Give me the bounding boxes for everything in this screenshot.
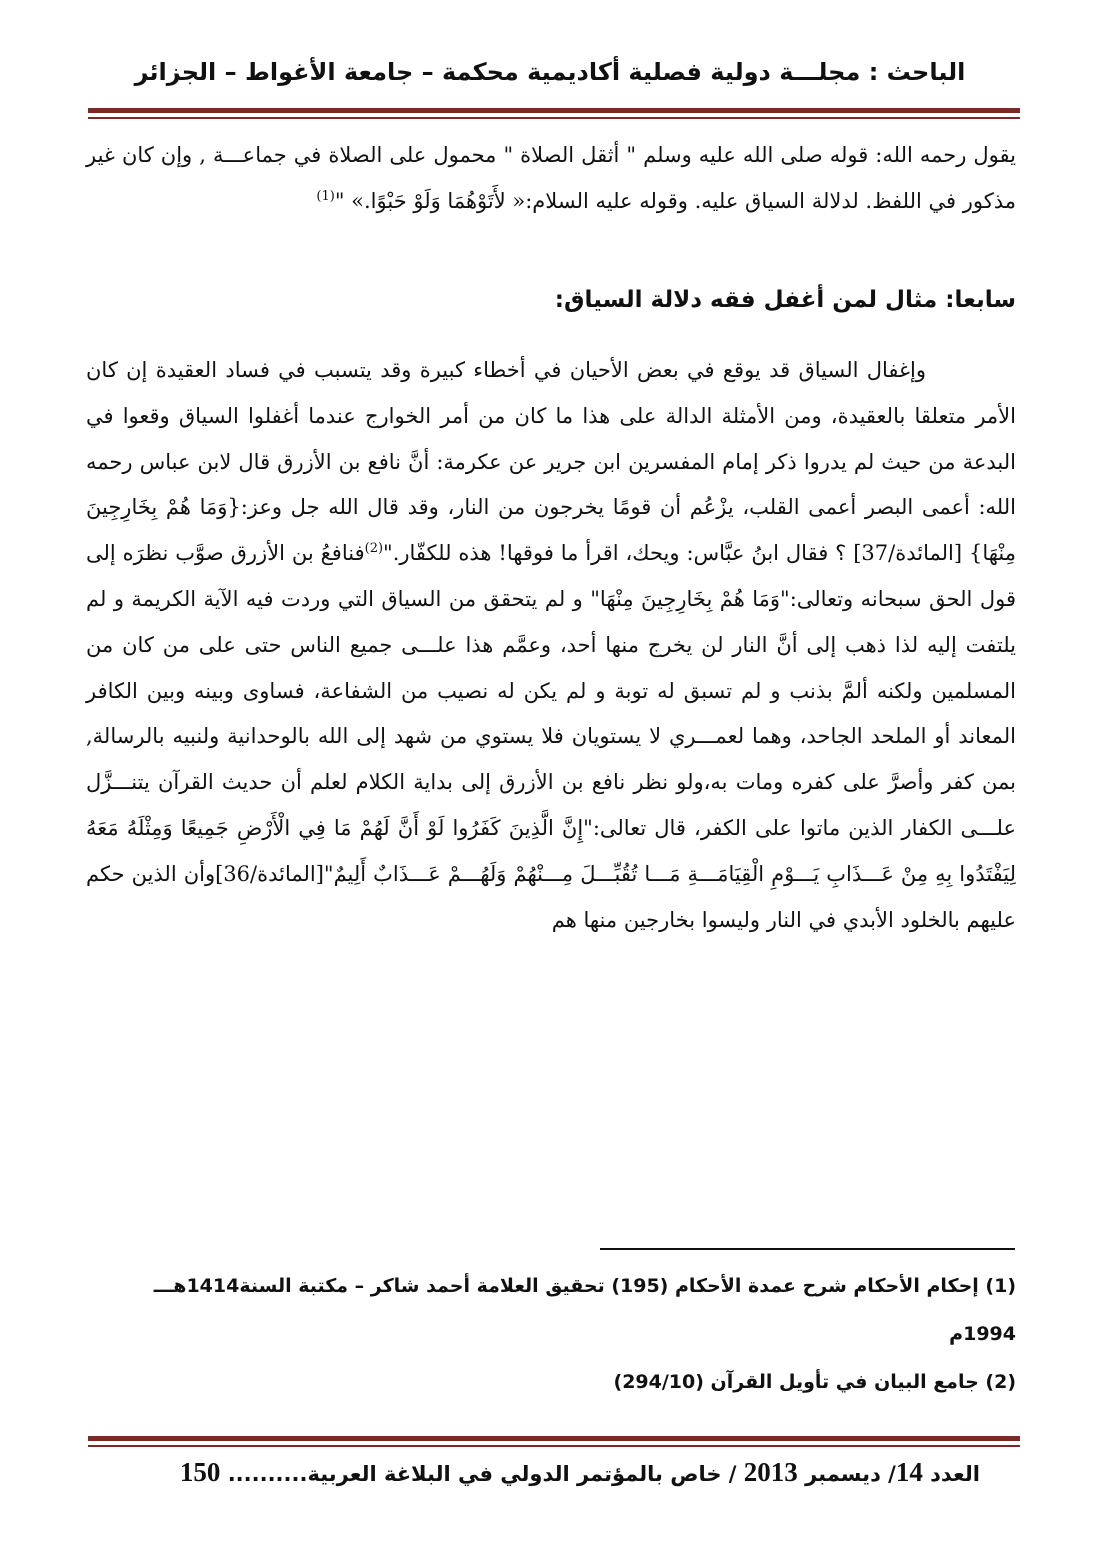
footnote-ref-2[interactable]: (2) xyxy=(364,541,384,557)
section-heading: سابعا: مثال لمن أغفل فقه دلالة السياق: xyxy=(554,287,1016,313)
intro-paragraph xyxy=(86,132,1016,224)
issue-month: / ديسمبر xyxy=(805,1462,896,1486)
footnote-1: (1) إحكام الأحكام شرح عمدة الأحكام (195) تحقيق العلامة أحمد شاكر – مكتبة السنة1414هـــ 1994م xyxy=(153,1275,1016,1345)
main-text-part1: وإغفال السياق قد يوقع في بعض الأحيان في أخطاء كبيرة وقد يتسبب في فساد العقيدة إن كان الأمر متعلقا بالعقيدة، ومن الأمثلة الدالة على هذا ما كان من أمر الخوارج عندما أغفلوا السياق وقعوا في البدعة من حيث لم يدروا ذكر إمام المفسرين ابن جرير عن عكرمة: أنَّ نافع بن الأزرق قال لابن عباس رحمه الله: أعمى البصر أعمى القلب، يزْعُم أن قومًا يخرجون من النار، وقد قال الله جل وعز:{وَمَا هُمْ بِخَارِجِينَ مِنْهَا} [المائدة/37] ؟ فقال ابنُ عبَّاس: ويحك، اقرأ ما فوقها! هذه للكفّار." xyxy=(86,358,1016,566)
issue-year: 2013 xyxy=(743,1457,798,1487)
footnotes xyxy=(86,1262,1016,1406)
journal-header: الباحث : مجلـــة دولية فصلية أكاديمية محكمة – جامعة الأغواط – الجزائر xyxy=(134,58,966,86)
main-text-part2: فنافعُ بن الأزرق صوَّب نظرَه إلى قول الحق سبحانه وتعالى:"وَمَا هُمْ بِخَارِجِينَ مِنْهَا" و لم يتحقق من السياق التي وردت فيه الآية الكريمة و لم يلتفت إليه لذا ذهب إلى أنَّ النار لن يخرج منها أحد، وعمَّم هذا علـــى جميع الناس حتى على من كان من المسلمين ولكنه ألمَّ بذنب و لم تسبق له توبة و لم يكن له نصيب من الشفاعة، فساوى وبينه وبين الكافر المعاند أو الملحد الجاحد، وهما لعمـــري لا يستويان فلا يستوي من شهد إلى الله بالوحدانية ولنبيه بالرسالة, بمن كفر وأصرَّ على كفره ومات به،ولو نظر نافع بن الأزرق إلى بداية الكلام لعلم أن حديث القرآن يتنـــزَّل علـــى الكفار الذين ماتوا على الكفر، قال تعالى:"إِنَّ الَّذِينَ كَفَرُوا لَوْ أَنَّ لَهُمْ مَا فِي الْأَرْضِ جَمِيعًا وَمِثْلَهُ مَعَهُ لِيَفْتَدُوا بِهِ مِنْ عَـــذَابِ يَـــوْمِ الْقِيَامَـــةِ مَـــا تُقُبِّـــلَ مِـــنْهُمْ وَلَهُـــمْ عَـــذَابٌ أَلِيمٌ"[المائدة/36]وأن الذين حكم عليهم بالخلود الأبدي في النار وليسوا بخارجين منها هم xyxy=(86,541,1016,932)
footer-rule-thick xyxy=(88,1436,1020,1441)
header-rule-thick xyxy=(88,108,1020,113)
issue-label: العدد xyxy=(930,1462,980,1486)
header-rule-thin xyxy=(88,117,1020,119)
footnote-ref-1[interactable]: (1) xyxy=(316,189,335,204)
footnote-separator xyxy=(600,1248,1015,1250)
footnote-2: (2) جامع البيان في تأويل القرآن (294/10) xyxy=(613,1371,1016,1393)
intro-text: يقول رحمه الله: قوله صلى الله عليه وسلم " أثقل الصلاة " محمول على الصلاة في جماعـــة , وإن كان غير مذكور في اللفظ. لدلالة السياق عليه. وقوله عليه السلام:« لأَتَوْهُمَا وَلَوْ حَبْوًا.» " xyxy=(86,143,1016,213)
page-footer xyxy=(100,1452,980,1494)
page-number: 150 xyxy=(179,1457,221,1487)
issue-number: 14 xyxy=(895,1457,923,1487)
main-paragraph xyxy=(86,348,1016,943)
issue-description: / خاص بالمؤتمر الدولي في البلاغة العربية.......... xyxy=(227,1462,737,1486)
footer-rule-thin xyxy=(88,1445,1020,1447)
